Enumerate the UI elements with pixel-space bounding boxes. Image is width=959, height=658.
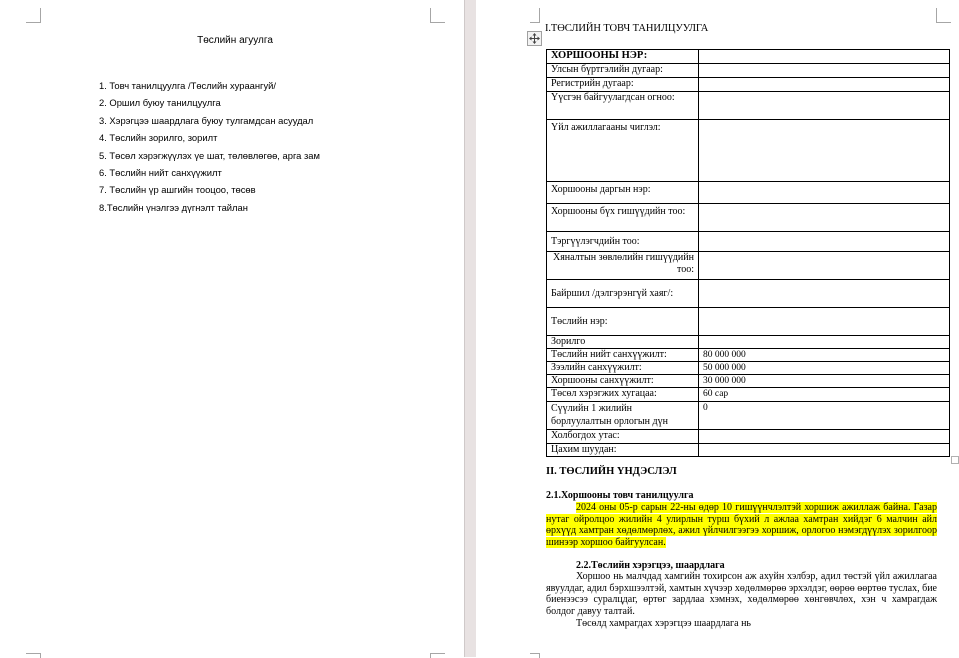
table-cell-label[interactable]: Төсөл хэрэгжих хугацаа: [547, 388, 699, 402]
table-cell-label[interactable]: Хоршооны санхүүжилт: [547, 375, 699, 388]
table-cell-label[interactable]: Байршил /дэлгэрэнгүй хаяг/: [547, 280, 699, 308]
table-row [547, 78, 950, 92]
table-cell-value[interactable] [699, 78, 950, 92]
toc-item: 1. Товч танилцуулга /Төслийн хураангуй/ [99, 80, 277, 91]
table-row [547, 50, 950, 64]
table-cell-label[interactable]: Хоршооны даргын нэр: [547, 182, 699, 204]
table-row [547, 362, 950, 375]
subsection-2-2-paragraph [546, 571, 937, 617]
table-cell-label[interactable]: Холбогдох утас: [547, 430, 699, 444]
table-cell-value[interactable]: 30 000 000 [699, 375, 950, 388]
table-row [547, 349, 950, 362]
toc-item: 4. Төслийн зорилго, зорилт [99, 132, 218, 144]
page-corner-mark [936, 8, 951, 23]
table-cell-value[interactable] [699, 252, 950, 280]
page-corner-mark [26, 653, 41, 658]
document-page-1 [0, 0, 464, 657]
table-row [547, 336, 950, 349]
table-row [547, 64, 950, 78]
table-cell-value[interactable] [699, 430, 950, 444]
table-row [547, 388, 950, 402]
table-row [547, 204, 950, 232]
table-cell-value[interactable] [699, 232, 950, 252]
toc-title: Төслийн агуулга [197, 35, 273, 46]
move-arrows-icon [529, 33, 540, 44]
table-cell-label[interactable]: Цахим шуудан: [547, 444, 699, 457]
table-row [547, 120, 950, 182]
table-cell-label[interactable]: Үйл ажиллагааны чиглэл: [547, 120, 699, 182]
toc-item: 7. Төслийн үр ашгийн тооцоо, төсөв [99, 184, 256, 196]
toc-item: 3. Хэрэгцээ шаардлага буюу тулгамдсан асуудал [99, 114, 314, 126]
table-cell-value[interactable] [699, 120, 950, 182]
table-cell-label[interactable]: Хяналтын зөвлөлийн гишүүдийн тоо: [547, 252, 699, 280]
page-corner-mark [430, 8, 445, 23]
highlighted-text: 2024 оны 05-р сарын 22-ны өдөр 10 гишүүнчлэлтэй хоршиж ажиллаж байна. Газар нутаг ойролцоо жилийн 4 улирлын турш бүхий л ажлаа хамтран хийдэг 6 малчин айл өрхүүд хамтран хөдөлмөрлөх, ажил үйлчилгээгээ хоршиж, орлогоо нэмэгдүүлэх зорилгоор шинээр хоршоо байгуулсан. [546, 502, 937, 548]
table-cell-label[interactable]: Улсын бүртгэлийн дугаар: [547, 64, 699, 78]
table-cell-label[interactable]: Үүсгэн байгуулагдсан огноо: [547, 92, 699, 120]
table-row [547, 375, 950, 388]
table-row [547, 280, 950, 308]
table-row [547, 232, 950, 252]
toc-item: 5. Төсөл хэрэгжүүлэх үе шат, төлөвлөгөө, арга зам [99, 149, 320, 161]
table-row [547, 308, 950, 336]
page-corner-mark [530, 8, 540, 23]
table-cell-label[interactable]: Сүүлийн 1 жилийн борлуулалтын орлогын дүн [547, 402, 699, 430]
subsection-2-2-paragraph-2 [546, 618, 937, 630]
page-corner-mark [26, 8, 41, 23]
table-cell-label[interactable]: Төслийн нэр: [547, 308, 699, 336]
toc-list [99, 80, 320, 219]
table-cell-label[interactable]: Регистрийн дугаар: [547, 78, 699, 92]
paragraph-text: Хоршоо нь малчдад хамгийн тохирсон аж ахуйн хэлбэр, адил төстэй үйл ажиллагаа явуулдаг, адил бэрхшээлтэй, хамтын хүчээр хөдөлмөрөө эрхэлдэг, өөрөө өөртөө туслах, бие биенээсээ суралцдаг, өртөг зардлаа хэмнэх, хөдөлмөрөө хөнгөвчлөх, хэн ч хамрагдаж болдог давуу талтай. [546, 571, 937, 617]
table-move-handle[interactable] [527, 31, 542, 46]
table-cell-value[interactable] [699, 182, 950, 204]
table-cell-label[interactable]: ХОРШООНЫ НЭР: [547, 50, 699, 64]
table-cell-value[interactable] [699, 204, 950, 232]
table-row [547, 92, 950, 120]
toc-item: 8.Төслийн үнэлгээ дүгнэлт тайлан [99, 201, 248, 213]
toc-item: 6. Төслийн нийт санхүүжилт [99, 166, 222, 178]
table-cell-label[interactable]: Зорилго [547, 336, 699, 349]
table-row [547, 430, 950, 444]
table-cell-label[interactable]: Зээлийн санхүүжилт: [547, 362, 699, 375]
table-cell-label[interactable]: Хоршооны бүх гишүүдийн тоо: [547, 204, 699, 232]
toc-item: 2. Оршил буюу танилцуулга [99, 97, 221, 109]
table-cell-label[interactable]: Тэргүүлэгчдийн тоо: [547, 232, 699, 252]
table-cell-value[interactable] [699, 444, 950, 457]
table-row [547, 444, 950, 457]
section-1-heading: I.ТӨСЛИЙН ТОВЧ ТАНИЛЦУУЛГА [545, 23, 709, 34]
table-cell-value[interactable]: 60 сар [699, 388, 950, 402]
table-cell-value[interactable]: 80 000 000 [699, 349, 950, 362]
table-cell-label[interactable]: Төслийн нийт санхүүжилт: [547, 349, 699, 362]
table-cell-value[interactable] [699, 280, 950, 308]
table-cell-value[interactable] [699, 308, 950, 336]
subsection-2-2-heading: 2.2.Төслийн хэрэгцээ, шаардлага [576, 560, 725, 571]
section-2-heading: II. ТӨСЛИЙН ҮНДЭСЛЭЛ [546, 466, 677, 477]
table-cell-value[interactable]: 50 000 000 [699, 362, 950, 375]
table-cell-value[interactable]: 0 [699, 402, 950, 430]
subsection-2-1-paragraph [546, 502, 937, 548]
table-cell-value[interactable] [699, 50, 950, 64]
table-cell-value[interactable] [699, 336, 950, 349]
paragraph-text: Төсөлд хамрагдах хэрэгцээ шаардлага нь [576, 618, 751, 629]
subsection-2-1-heading: 2.1.Хоршооны товч танилцуулга [546, 490, 694, 501]
table-row [547, 252, 950, 280]
page-corner-mark [430, 653, 445, 658]
table-row [547, 182, 950, 204]
page-corner-mark [530, 653, 540, 658]
table-cell-value[interactable] [699, 64, 950, 78]
table-row [547, 402, 950, 430]
cooperative-info-table [546, 49, 950, 457]
table-cell-value[interactable] [699, 92, 950, 120]
table-resize-handle[interactable] [951, 456, 959, 464]
